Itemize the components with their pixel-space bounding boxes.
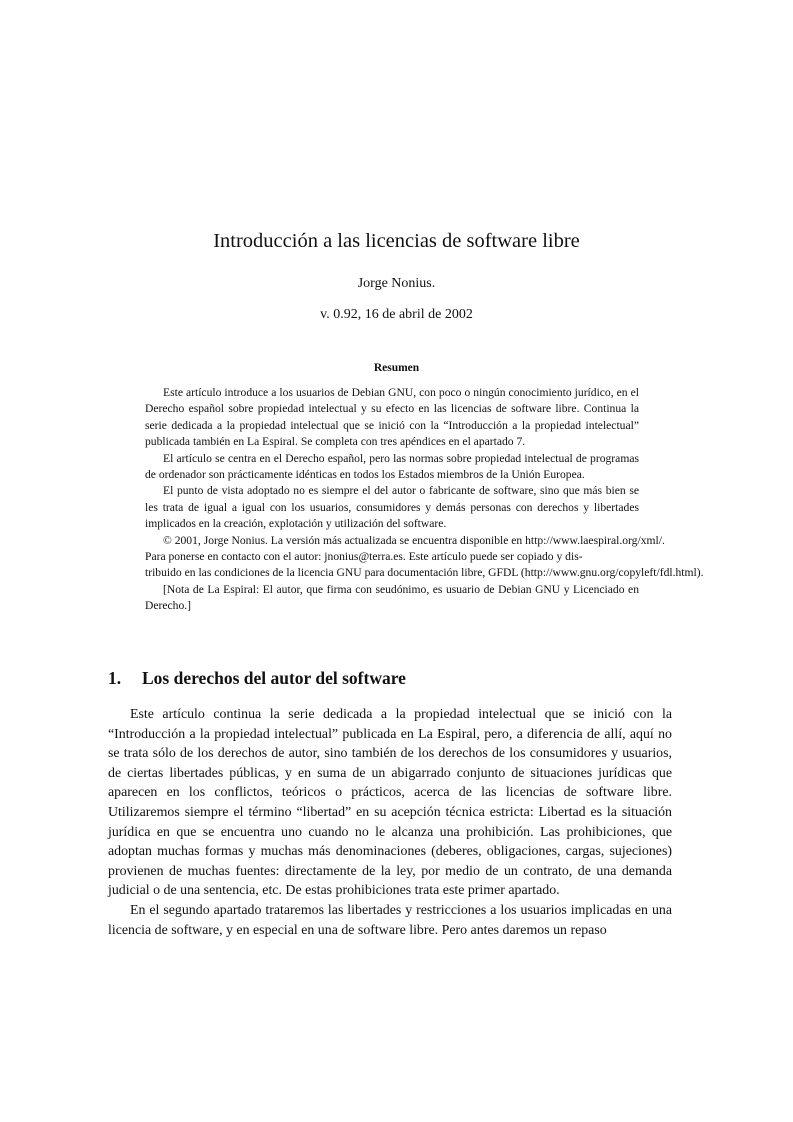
page-title: Introducción a las licencias de software libre	[213, 230, 580, 252]
editor-note: [Nota de La Espiral: El autor, que firma con seudónimo, es usuario de Debian GNU y Licenciado en Derecho.]	[145, 582, 639, 613]
abstract-paragraph: El artículo se centra en el Derecho español, pero las normas sobre propiedad intelectual de programas de ordenador son prácticamente idénticas en todos los Estados miembros de la Unión Europea.	[145, 451, 639, 482]
copyright-line: Para ponerse en contacto con el autor: jnonius@terra.es. Este artículo puede ser copiado y dis-	[145, 550, 583, 564]
abstract	[145, 385, 704, 615]
section-title: Los derechos del autor del software	[142, 668, 406, 688]
version-date: v. 0.92, 16 de abril de 2002	[320, 307, 473, 322]
copyright-line: © 2001, Jorge Nonius. La versión más actualizada se encuentra disponible en http://www.laespiral.org/xml/.	[163, 533, 665, 547]
copyright-notice	[145, 533, 793, 549]
body-paragraph: Este artículo continua la serie dedicada a la propiedad intelectual que se inició con la “Introducción a la propiedad intelectual” publicada en La Espiral, pero, a diferencia de allí, aquí no se trata sólo de los derechos de autor, sino también de los derechos de los consumidores y usuarios, de ciertas libertades públicas, y en suma de un abigarrado conjunto de situaciones jurídicas que aparecen en los conflictos, teóricos o prácticos, acerca de las licencias de software libre. Utilizaremos siempre el término “libertad” en su acepción técnica estricta: Libertad es la situación jurídica en que se encuentra uno cuando no le alcanza una prohibición. Las prohibiciones, que adoptan muchas formas y muchas más denominaciones (deberes, obligaciones, cargas, sujeciones) provienen de muchas fuentes: directamente de la ley, por medio de un contrato, de una demanda judicial o de una sentencia, etc. De estas prohibiciones trata este primer apartado.	[108, 707, 672, 899]
abstract-heading: Resumen	[373, 362, 420, 374]
section-body	[108, 705, 672, 940]
section-heading	[108, 667, 406, 689]
abstract-paragraph: El punto de vista adoptado no es siempre el del autor o fabricante de software, sino que más bien se les trata de igual a igual con los usuarios, consumidores y demás personas con derechos y libertades implicados en la creación, explotación y utilización del software.	[145, 484, 639, 531]
copyright-line: tribuido en las condiciones de la licencia GNU para documentación libre, GFDL (http://www.gnu.org/copyleft/fdl.html).	[145, 566, 704, 580]
author: Jorge Nonius.	[357, 276, 436, 291]
copyright-continuation	[145, 549, 793, 582]
abstract-paragraph: Este artículo introduce a los usuarios de Debian GNU, con poco o ningún conocimiento jurídico, en el Derecho español sobre propiedad intelectual y su efecto en las licencias de software libre. Continua la serie dedicada a la propiedad intelectual que se inició con la “Introducción a la propiedad intelectual” publicada también en La Espiral. Se completa con tres apéndices en el apartado 7.	[145, 386, 639, 449]
section-number: 1.	[108, 668, 122, 688]
body-paragraph: En el segundo apartado trataremos las libertades y restricciones a los usuarios implicadas en una licencia de software, y en especial en una de software libre. Pero antes daremos un repaso	[108, 902, 672, 938]
